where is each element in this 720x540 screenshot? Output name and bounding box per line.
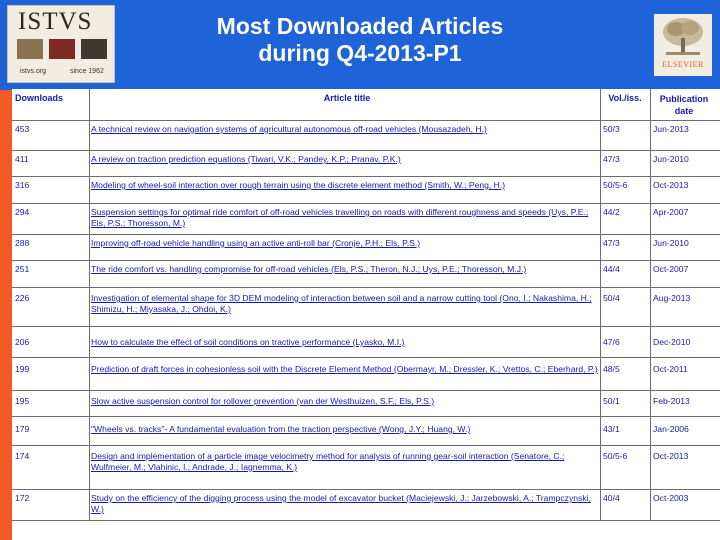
row-divider: [12, 326, 720, 327]
cell-downloads: 316: [15, 180, 30, 190]
title-line-2: during Q4-2013-P1: [258, 40, 462, 66]
article-link[interactable]: Suspension settings for optimal ride comfort of off-road vehicles travelling on roads with different roughness and speeds (Uys, P.E.; Els, P.S.; Thoresson, M.): [91, 207, 589, 228]
cell-vol: 50/5-6: [603, 180, 628, 190]
cell-vol: 50/3: [603, 124, 620, 134]
row-divider: [12, 120, 720, 121]
row-divider: [12, 357, 720, 358]
cell-vol: 40/4: [603, 493, 620, 503]
article-link[interactable]: Modeling of wheel-soil interaction over rough terrain using the discrete element method (Smith, W.; Peng, H.): [91, 180, 506, 190]
row-divider: [12, 260, 720, 261]
cell-vol: 44/4: [603, 264, 620, 274]
cell-vol: 47/3: [603, 238, 620, 248]
cell-date: Oct-2013: [653, 180, 689, 190]
cell-date: Feb-2013: [653, 396, 690, 406]
cell-downloads: 294: [15, 207, 30, 217]
cell-vol: 44/2: [603, 207, 620, 217]
cell-vol: 50/5-6: [603, 451, 628, 461]
logo-url: istvs.org: [20, 68, 47, 75]
cell-date: Apr-2007: [653, 207, 689, 217]
article-link[interactable]: Study on the efficiency of the digging process using the model of excavator bucket (Maciejewski, J.; Jarzebowski, A.; Trampczynski, W.): [91, 493, 591, 514]
article-link[interactable]: "Wheels vs. tracks"- A fundamental evaluation from the traction perspective (Wong, J.Y.; Huang, W.): [91, 424, 471, 434]
row-divider: [12, 520, 720, 521]
cell-vol: 50/4: [603, 293, 620, 303]
cell-vol: 47/6: [603, 337, 620, 347]
row-divider: [12, 489, 720, 490]
cell-downloads: 174: [15, 451, 30, 461]
row-divider: [12, 445, 720, 446]
cell-date: Oct-2007: [653, 264, 689, 274]
article-link[interactable]: A review on traction prediction equations (Tiwari, V.K.; Pandey, K.P.; Pranav, P.K.): [91, 154, 401, 164]
col-header-downloads: Downloads: [15, 93, 64, 103]
cell-vol: 50/1: [603, 396, 620, 406]
cell-date: Jun-2013: [653, 124, 689, 134]
col-header-title: Article title: [323, 93, 371, 103]
article-link[interactable]: The ride comfort vs. handling compromise for off-road vehicles (Els, P.S.; Theron, N.J.; Uys, P.E.; Thoresson, M.J.): [91, 264, 527, 274]
cell-downloads: 411: [15, 154, 29, 164]
cell-downloads: 199: [15, 364, 30, 374]
col-header-vol: Vol./iss.: [608, 93, 642, 103]
column-divider: [600, 89, 601, 520]
cell-date: Oct-2013: [653, 451, 689, 461]
cell-date: Jun-2010: [653, 154, 689, 164]
cell-vol: 48/5: [603, 364, 620, 374]
row-divider: [12, 287, 720, 288]
cell-date: Oct-2011: [653, 364, 688, 374]
elsevier-name: ELSEVIER: [662, 60, 704, 69]
elsevier-logo[interactable]: [654, 14, 712, 76]
column-divider: [89, 89, 90, 520]
column-divider: [650, 89, 651, 520]
cell-downloads: 226: [15, 293, 30, 303]
row-divider: [12, 203, 720, 204]
downloads-table: [12, 89, 720, 540]
cell-date: Oct-2003: [653, 493, 689, 503]
cell-vol: 43/1: [603, 424, 620, 434]
logo-since: since 1962: [70, 68, 104, 75]
row-divider: [12, 234, 720, 235]
article-link[interactable]: Improving off-road vehicle handling using an active anti-roll bar (Cronje, P.H.; Els, P.S.): [91, 238, 421, 248]
row-divider: [12, 390, 720, 391]
cell-date: Jan-2006: [653, 424, 689, 434]
elsevier-tree-icon: [660, 16, 706, 58]
cell-downloads: 195: [15, 396, 30, 406]
title-line-1: Most Downloaded Articles: [216, 13, 504, 39]
cell-date: Dec-2010: [653, 337, 691, 347]
cell-downloads: 453: [15, 124, 30, 134]
article-link[interactable]: A technical review on navigation systems of agricultural autonomous off-road vehicles (Mousazadeh, H.): [91, 124, 487, 134]
article-link[interactable]: How to calculate the effect of soil conditions on tractive performance (Lyasko, M.I.): [91, 337, 405, 347]
col-header-date: Publication date: [659, 94, 709, 116]
article-link[interactable]: Investigation of elemental shape for 3D DEM modeling of interaction between soil and a narrow cutting tool (Ono, I.; Nakashima, H.; Shimizu, H.; Miyasaka, J.; Ohdoi, K.): [91, 293, 592, 314]
cell-vol: 47/3: [603, 154, 620, 164]
article-link[interactable]: Slow active suspension control for rollover prevention (van der Westhuizen, S.F.; Els, P.S.): [91, 396, 435, 406]
logo-name: ISTVS: [18, 8, 93, 35]
article-link[interactable]: Prediction of draft forces in cohesionless soil with the Discrete Element Method (Obermayr, M.; Dressler, K.; Vrettos, C.; Eberhard, P.): [91, 364, 598, 374]
cell-downloads: 179: [15, 424, 30, 434]
cell-downloads: 172: [15, 493, 30, 503]
slide-header: [0, 0, 720, 90]
istvs-logo[interactable]: [7, 5, 115, 83]
row-divider: [12, 416, 720, 417]
cell-downloads: 251: [15, 264, 30, 274]
row-divider: [12, 150, 720, 151]
cell-date: Aug-2013: [653, 293, 691, 303]
page-title: [170, 13, 550, 67]
cell-downloads: 288: [15, 238, 30, 248]
article-link[interactable]: Design and implementation of a particle image velocimetry method for analysis of running gear-soil interaction (Senatore, C.; Wulfmeier, M.; Vlahinic, I.; Andrade, J.; Iagnemma, K.): [91, 451, 565, 472]
cell-downloads: 206: [15, 337, 30, 347]
row-divider: [12, 176, 720, 177]
cell-date: Jun-2010: [653, 238, 689, 248]
